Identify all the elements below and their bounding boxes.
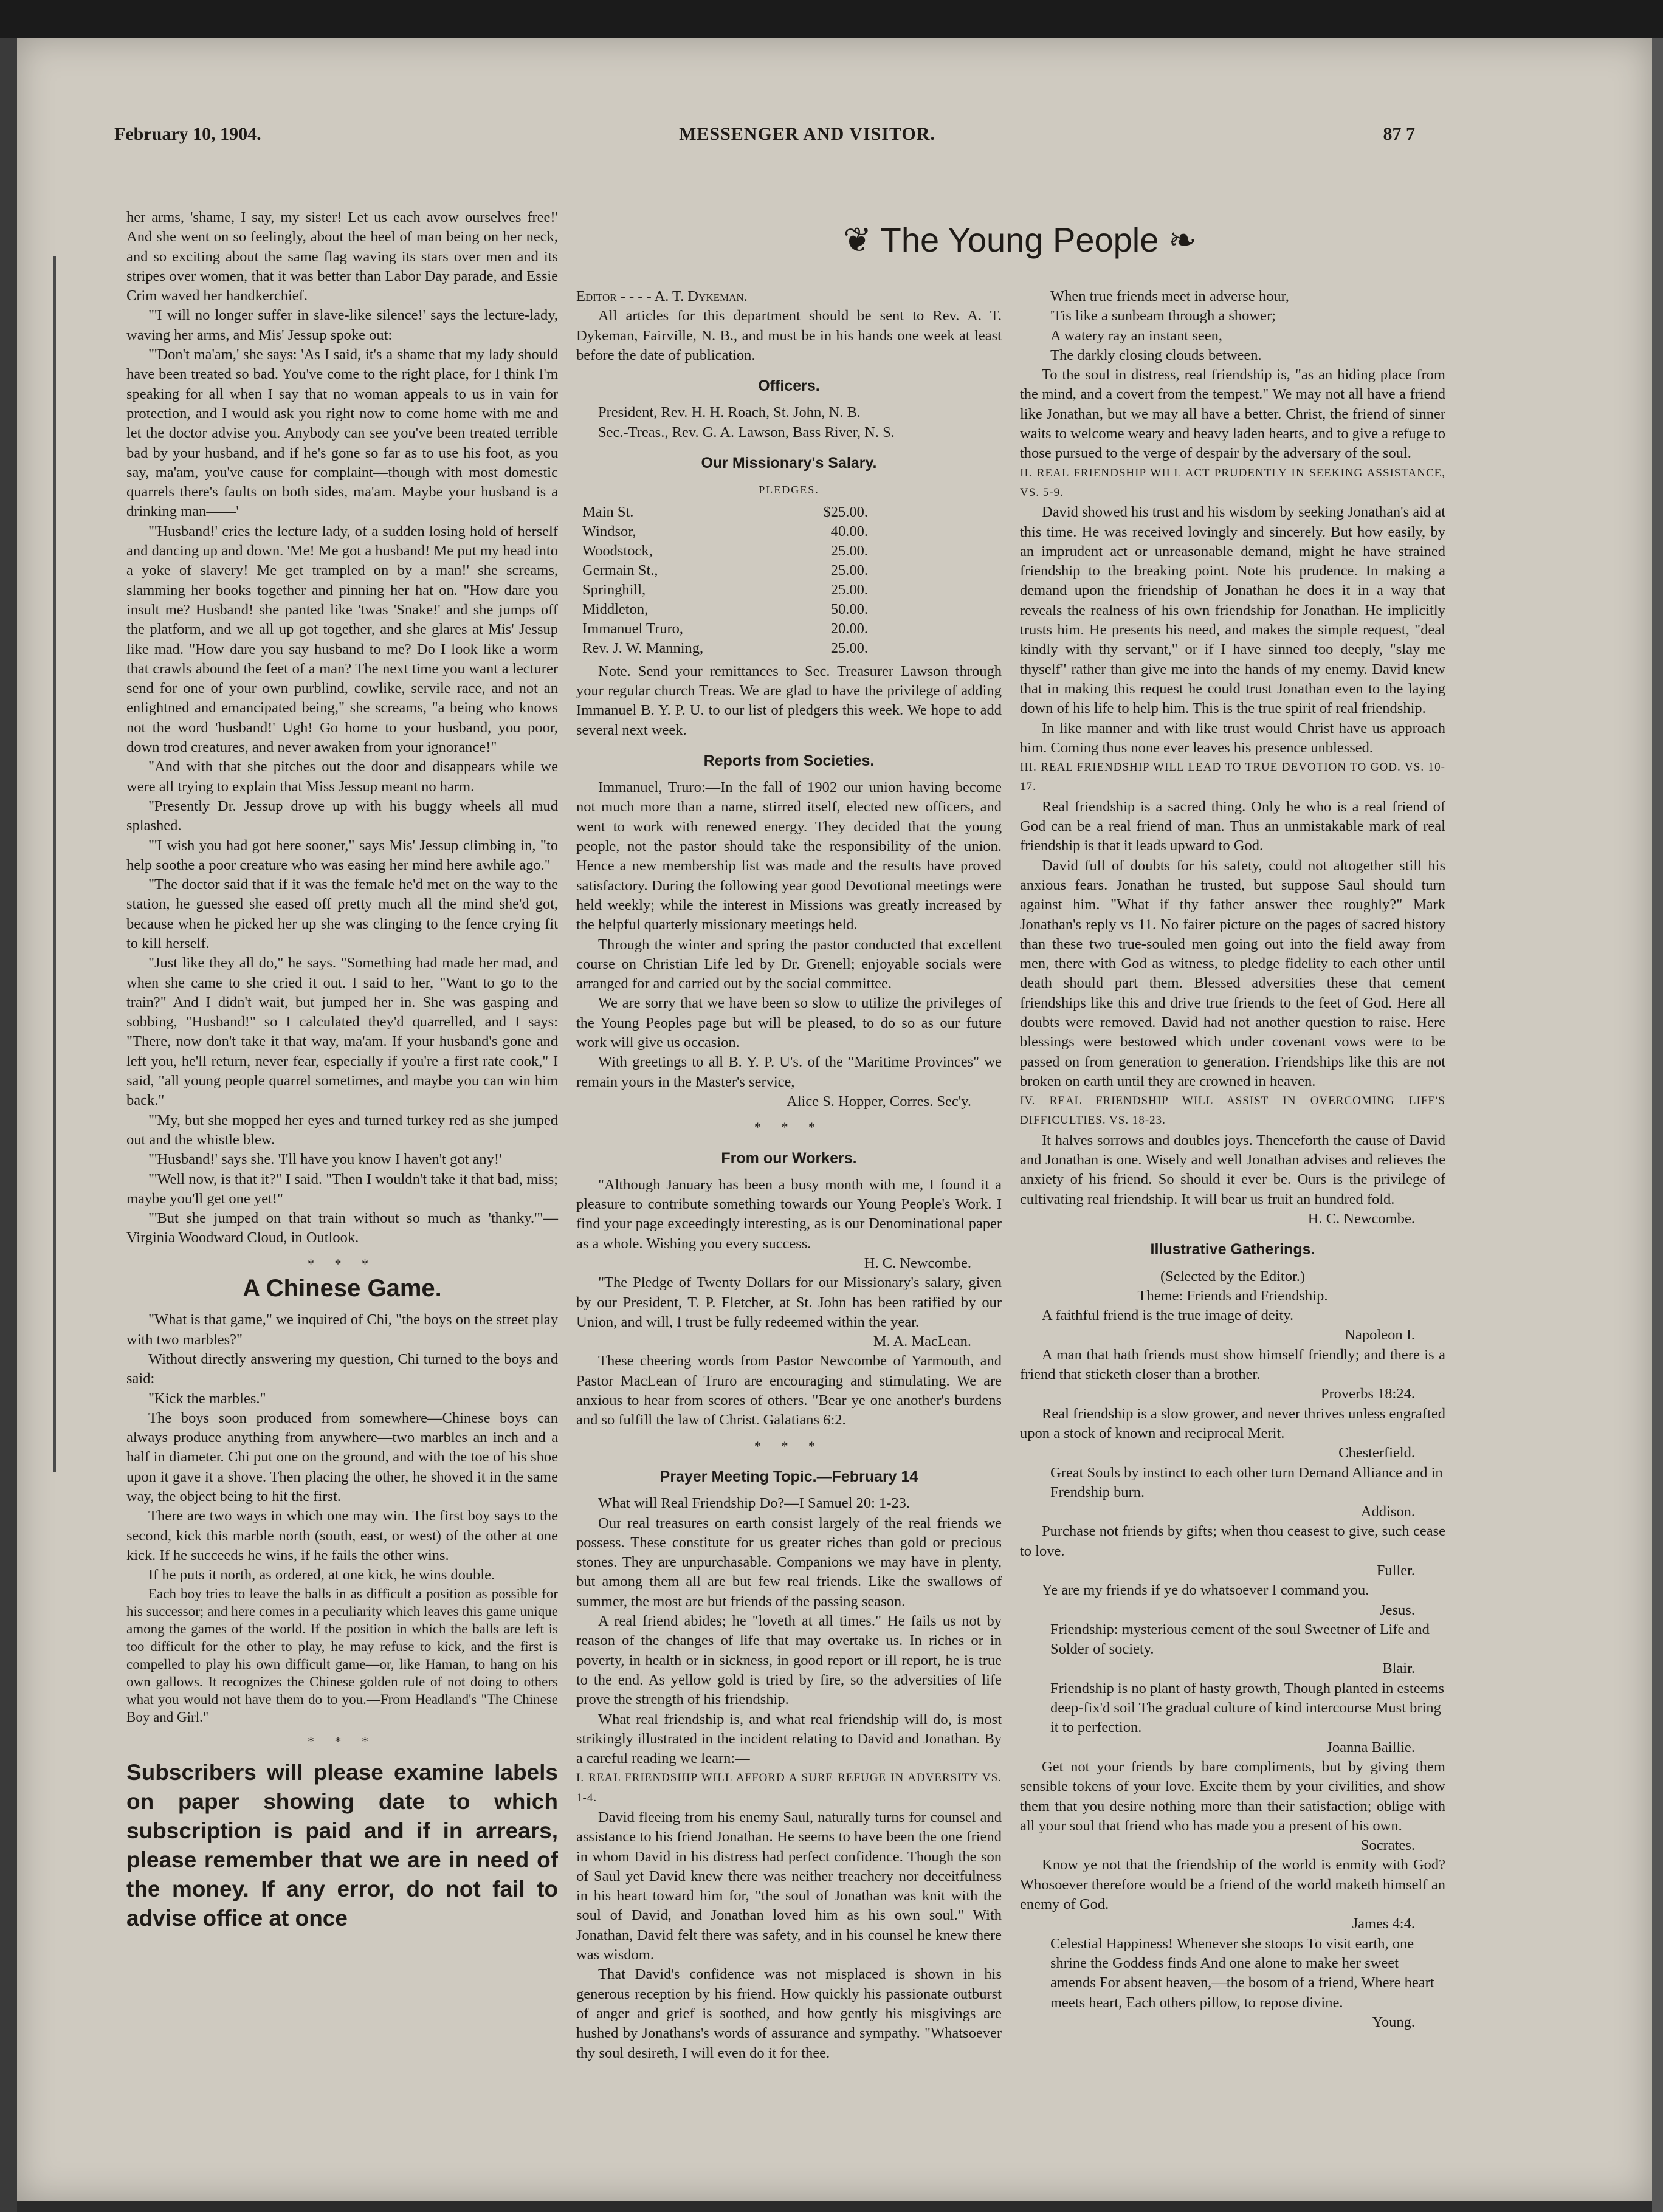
young-people-heading: The Young People: [880, 221, 1159, 259]
prayer-title: Prayer Meeting Topic.—February 14: [659, 1468, 918, 1485]
table-row: [582, 522, 868, 541]
paragraph: Real friendship is a sacred thing. Only he who is a real friend of God can be a real friend of man. Thus an unmistakable mark of real friendship is that it leads upward to God.: [1020, 798, 1445, 854]
paragraph: "'I wish you had got here sooner," says Mis' Jessup climbing in, "to help soothe a poor creature who was easing her mind here awhile ago.": [126, 837, 558, 873]
paragraph: "'But she jumped on that train without so much as 'thanky.'"—Virginia Woodward Cloud, in Outlook.: [126, 1210, 558, 1246]
quote: Great Souls by instinct to each other turn Demand Alliance and in Frendship burn.: [1050, 1464, 1443, 1500]
pledge-name: Springhill,: [582, 581, 646, 598]
verse-line: The darkly closing clouds between.: [1050, 346, 1262, 363]
paragraph: "Presently Dr. Jessup drove up with his buggy wheels all mud splashed.: [126, 797, 558, 834]
pledge-amount: 25.00.: [830, 562, 868, 579]
subscriber-notice: Subscribers will please examine labels on paper showing date to which subscription is paid and if in arrears, please remember that we are in need of the money. If any error, do not fail to advise office at once: [126, 1759, 558, 1931]
pledge-name: Germain St.,: [582, 562, 658, 579]
paragraph: "The doctor said that if it was the female he'd met on the way to the station, he guessed she eased off pretty much all the mind she'd got, because when he picked her up she was clinging to the fence crying fit to kill herself.: [126, 876, 558, 952]
binding-rule: [53, 256, 56, 1472]
reports-title: Reports from Societies.: [703, 752, 875, 769]
quote-attribution: Jesus.: [1380, 1601, 1415, 1618]
prayer-point: II. REAL FRIENDSHIP WILL ACT PRUDENTLY IN SEEKING ASSISTANCE, VS. 5-9.: [1020, 466, 1445, 499]
pledge-amount: 25.00.: [830, 581, 868, 598]
chinese-game-title: A Chinese Game.: [243, 1275, 442, 1302]
paragraph: "'Husband!' cries the lecture lady, of a sudden losing hold of herself and dancing up and down. 'Me! Me got a husband! Me put my head into a yoke of slavery! Me get trampled on by a man!' she screams, slamming her books together and pinning her hat on. "How dare you insult me? Husband! she panted like 'twas 'Snake!' and she jumps off the platform, and we all up got together, and she glares at Mis' Jessup like mad. "How dare you say husband to me? Do I look like a worm that crawls abound the feet of a man? The next time you want a lecturer send for one of your own purblind, cowlike, servile race, and not an enlightned and emancipated being," she screams, "a being who knows not the word 'husband!' Ugh! Go home to your husband, you poor, down trod creatures, and never awaken from your ignorance!": [126, 523, 558, 756]
quote-attribution: Napoleon I.: [1345, 1327, 1415, 1344]
signature: H. C. Newcombe.: [1307, 1210, 1415, 1227]
illustrative-title: Illustrative Gatherings.: [1150, 1241, 1315, 1259]
pledge-amount: 40.00.: [830, 523, 868, 540]
paragraph: David full of doubts for his safety, could not altogether still his anxious fears. Jonathan he trusted, but suppose Saul should turn against him. "What if thy father answer thee roughly?" Mark Jonathan's reply vs 11. No fairer picture on the pages of sacred history than these two true-souled men going out into the field away from men, there with God as witness, to pledge fidelity to each other until death should part them. Blessed adversities these that cement friendships like this and drive true friends to the feet of God. Here all doubts were removed. David had not another question to raise. Here blessings were bestowed which under covenant vows were to be passed on from generation to generation. Friendships like this are not broken on earth until they are crowned in heaven.: [1020, 857, 1445, 1090]
signature: H. C. Newcombe.: [864, 1254, 971, 1271]
table-row: [582, 600, 868, 619]
scanner-right-edge: [1652, 38, 1663, 2212]
young-people-title: [807, 220, 1233, 260]
paragraph: Immanuel, Truro:—In the fall of 1902 our union having become not much more than a name, stirred itself, elected new officers, and went to work with renewed energy. They decided that the young people, not the pastor should take the responsibility of the union. Hence a new membership list was made and the results have proved satisfactory. During the following year good Devotional meetings were held weekly; while the interest in Missions was greatly increased by the helpful quarterly missionary meetings held.: [576, 779, 1002, 933]
scanner-left-edge: [0, 38, 17, 2212]
pledge-name: Immanuel Truro,: [582, 620, 684, 637]
quote: A faithful friend is the true image of deity.: [1042, 1307, 1294, 1324]
verse-line: A watery ray an instant seen,: [1050, 327, 1223, 344]
workers-title: From our Workers.: [721, 1149, 857, 1167]
paragraph: her arms, 'shame, I say, my sister! Let us each avow ourselves free!' And she went on so feelingly, about the heel of man being on her neck, and so exciting about the same flag waving its stars over men and its stripes over women, that it was better than Labor Day parade, and Essie Crim waved her handkerchief.: [126, 209, 558, 304]
quote: Real friendship is a slow grower, and never thrives unless engrafted upon a stock of known and reciprocal Merit.: [1020, 1405, 1445, 1441]
quote: Get not your friends by bare compliments, but by giving them sensible tokens of your love. Excite them by your civilities, and show them that you desire nothing more than their satisfaction; oblige with all your soul that friend who has made you a present of his own.: [1020, 1758, 1445, 1834]
paragraph: These cheering words from Pastor Newcombe of Yarmouth, and Pastor MacLean of Truro are encouraging and stimulating. We are anxious to hear from scores of others. "Bear ye one another's burdens and so fulfill the law of Christ. Galatians 6:2.: [576, 1353, 1002, 1429]
table-row: [582, 561, 868, 580]
paragraph: With greetings to all B. Y. P. U's. of the "Maritime Provinces" we remain yours in the Master's service,: [576, 1054, 1002, 1090]
quote-attribution: Joanna Baillie.: [1326, 1739, 1415, 1756]
paragraph: To the soul in distress, real friendship is, "as an hiding place from the mind, and a covert from the tempest." We may not all have a friend like Jonathan, but we may all have a better. Christ, the friend of sinner waits to welcome weary and heavy laden hearts, and to give a refuge to those pursued to the verge of despair by the adversary of the soul.: [1020, 366, 1445, 462]
paragraph: Without directly answering my question, Chi turned to the boys and said:: [126, 1350, 558, 1387]
pledge-amount: $25.00.: [823, 503, 868, 520]
quote-attribution: Socrates.: [1360, 1837, 1415, 1854]
paragraph: "'My, but she mopped her eyes and turned turkey red as she jumped out and the whistle blew.: [126, 1111, 558, 1148]
paragraph: "What is that game," we inquired of Chi, "the boys on the street play with two marbles?": [126, 1311, 558, 1348]
paragraph: "And with that she pitches out the door and disappears while we were all trying to explain that Miss Jessup meant no harm.: [126, 758, 558, 795]
quote: Know ye not that the friendship of the world is enmity with God? Whosoever therefore would be a friend of the world maketh himself an enemy of God.: [1020, 1856, 1445, 1913]
table-row: [582, 639, 868, 658]
pledge-amount: 50.00.: [830, 600, 868, 617]
header-page-number: 87 7: [1383, 124, 1415, 144]
salary-note: Note. Send your remittances to Sec. Treasurer Lawson through your regular church Treas. We are glad to have the privilege of adding Immanuel B. Y. P. U. to our list of pledgers this week. We hope to add several next week.: [576, 662, 1002, 738]
paragraph: The boys soon produced from somewhere—Chinese boys can always produce anything from anywhere—two marbles an inch and a half in diameter. Chi put one on the ground, and with the toe of his shoe upon it gave it a shove. Then placing the other, he shoved it in the same way, the object being to hit the first.: [126, 1409, 558, 1505]
table-row: [582, 619, 868, 639]
table-row: [582, 580, 868, 600]
paragraph: David showed his trust and his wisdom by seeking Jonathan's aid at this time. He was received lovingly and sincerely. But how easily, by an imprudent act or unreasonable demand, might he have strained friendship to the breaking point. Note his prudence. In making a demand upon the friendship of Jonathan he does it in a way that reveals the realness of his own friendship for Jonathan. He implicitly trusts him. He presents his need, and makes the simple request, "deal kindly with thy servant," or if I have sinned too deeply, "slay me thyself" rather than give me into the hands of my enemy. David knew that in making this request he could trust Jonathan even to the laying down of his life to help him. This is the true spirit of real friendship.: [1020, 504, 1445, 717]
header-date: February 10, 1904.: [114, 124, 261, 144]
paragraph: There are two ways in which one may win. The first boy says to the second, kick this marble north (south, east, or west) of the other at one kick. If he succeeds he wins, if he fails the other wins.: [126, 1508, 558, 1564]
paragraph: If he puts it north, as ordered, at one kick, he wins double.: [148, 1567, 495, 1584]
quote-attribution: Chesterfield.: [1338, 1444, 1415, 1461]
quote: A man that hath friends must show himself friendly; and there is a friend that sticketh closer than a brother.: [1020, 1346, 1445, 1383]
paragraph: "The Pledge of Twenty Dollars for our Missionary's salary, given by our President, T. P. Fletcher, at St. John has been ratified by our Union, and will, I trust be fully redeemed within the year.: [576, 1274, 1002, 1330]
pledge-amount: 25.00.: [830, 639, 868, 656]
quote-attribution: Fuller.: [1376, 1562, 1415, 1579]
paragraph: In like manner and with like trust would Christ have us approach him. Coming thus none ever leaves his presence unblessed.: [1020, 720, 1445, 756]
table-row: [582, 541, 868, 561]
prayer-point: IV. REAL FRIENDSHIP WILL ASSIST IN OVERCOMING LIFE'S DIFFICULTIES. VS. 18-23.: [1020, 1094, 1445, 1127]
section-divider: * * *: [754, 1438, 824, 1454]
officers-title: Officers.: [758, 377, 820, 395]
verse-line: When true friends meet in adverse hour,: [1050, 288, 1289, 304]
intro-paragraph: All articles for this department should be sent to Rev. A. T. Dykeman, Fairville, N. B., and must be in his hands one week at least before the date of publication.: [576, 307, 1002, 363]
prayer-point: I. REAL FRIENDSHIP WILL AFFORD A SURE REFUGE IN ADVERSITY VS. 1-4.: [576, 1771, 1002, 1804]
signature: M. A. MacLean.: [873, 1333, 971, 1350]
quote: Ye are my friends if ye do whatsoever I command you.: [1042, 1582, 1369, 1599]
fleuron-icon: ❧: [1159, 221, 1197, 259]
quote-attribution: Addison.: [1360, 1503, 1415, 1520]
pledges-table: [582, 503, 868, 658]
quote-attribution: Blair.: [1382, 1660, 1415, 1677]
quote: Friendship: mysterious cement of the soul Sweetner of Life and Solder of society.: [1050, 1621, 1430, 1658]
officer-line: President, Rev. H. H. Roach, St. John, N. B.: [598, 404, 861, 421]
paragraph: What real friendship is, and what real friendship will do, is most strikingly illustrated in the incident relating to David and Jonathan. By a careful reading we learn:—: [576, 1711, 1002, 1767]
column-1: [126, 208, 558, 1933]
quote-attribution: James 4:4.: [1352, 1915, 1415, 1932]
quote: Purchase not friends by gifts; when thou ceasest to give, such cease to love.: [1020, 1523, 1445, 1559]
paragraph: "Kick the marbles.": [148, 1390, 266, 1407]
quote-attribution: Proverbs 18:24.: [1320, 1386, 1415, 1403]
theme-line: Theme: Friends and Friendship.: [1137, 1287, 1328, 1304]
header-title: MESSENGER AND VISITOR.: [679, 124, 935, 144]
quote-attribution: Young.: [1372, 2013, 1415, 2030]
pledge-name: Middleton,: [582, 600, 649, 617]
paragraph: It halves sorrows and doubles joys. Thenceforth the cause of David and Jonathan is one. Wisely and well Jonathan advises and relieves the anxiety of his friend. So should it ever be. Ours is the privilege of cultivating real friendship. It will bear us fruit an hundred fold.: [1020, 1132, 1445, 1207]
prayer-subtitle: What will Real Friendship Do?—I Samuel 20: 1-23.: [598, 1495, 911, 1512]
paragraph: "Just like they all do," he says. "Something had made her mad, and when she came to she cried it out. I said to her, "Want to go to the train?" And I didn't wait, but jumped her in. She was gasping and sobbing, "Husband!" so I calculated they'd quarrelled, and I says: "There, now don't take it that way, ma'am. If your husband's gone and left you, he'll return, never fear, especially if you're a first rate cook," I said, "all young people quarrel sometimes, and maybe you can win him back.": [126, 955, 558, 1109]
pledge-name: Woodstock,: [582, 542, 653, 559]
pledge-name: Main St.: [582, 503, 634, 520]
quote: Celestial Happiness! Whenever she stoops To visit earth, one shrine the Goddess finds And one alone to make her sweet amends For absent heaven,—the bosom of a friend, Where heart meets heart, Each others pillow, to repose divine.: [1050, 1935, 1434, 2011]
section-divider: * * *: [754, 1119, 824, 1135]
section-divider: * * *: [308, 1734, 377, 1750]
section-divider: * * *: [308, 1255, 377, 1271]
paragraph: Through the winter and spring the pastor conducted that excellent course on Christian Life led by Dr. Grenell; enjoyable socials were arranged for and carried out by the social committee.: [576, 936, 1002, 992]
quote: Friendship is no plant of hasty growth, Though planted in esteems deep-fix'd soil The gradual culture of kind intercourse Must bring it to perfection.: [1050, 1680, 1445, 1736]
table-row: [582, 503, 868, 522]
paragraph: "'Don't ma'am,' she says: 'As I said, it's a shame that my lady should have been treated so bad. You've come to the right place, for I think I'm speaking for all when I say that no woman appeals to us in vain for protection, and I would ask you right now to come home with me and let the doctor advise you. Anybody can see you've been treated terrible bad by your husband, and if he's gone so far as to use his foot, as you say, ma'am, you've cause for complaint—though with most domestic quarrels there's faults on both sides, ma'am. Maybe your husband is a drinking man——': [126, 346, 558, 520]
pledge-amount: 20.00.: [830, 620, 868, 637]
fleuron-icon: ❦: [843, 221, 881, 259]
pledge-name: Windsor,: [582, 523, 636, 540]
verse-line: 'Tis like a sunbeam through a shower;: [1050, 307, 1276, 325]
editor-line: Editor - - - - A. T. Dykeman.: [576, 288, 748, 304]
pledge-name: Rev. J. W. Manning,: [582, 639, 704, 656]
pledge-amount: 25.00.: [830, 542, 868, 559]
paragraph: David fleeing from his enemy Saul, naturally turns for counsel and assistance to his friend Jonathan. He seems to have been the one friend in whom David in his distress had perfect confidence. Though the son of Saul yet David knew there was neither treachery nor deceitfulness in his heart toward him for, "the soul of Jonathan was knit with the soul of David, and Jonathan loved him as his own soul." With Jonathan, David felt there was safety, and in his counsel he knew there was wisdom.: [576, 1809, 1002, 1963]
paragraph: "'Well now, is that it?" I said. "Then I wouldn't take it that bad, miss; maybe you'll get one yet!": [126, 1170, 558, 1207]
pledges-label: PLEDGES.: [759, 484, 819, 496]
paragraph: We are sorry that we have been so slow to utilize the privileges of the Young Peoples page but will be pleased, to do so as our future work will give us occasion.: [576, 995, 1002, 1051]
paragraph: Our real treasures on earth consist largely of the real friends we possess. These constitute for us greater riches than gold or precious stones. They are unpurchasable. Companions we may have in plenty, but among them all are but few real friends. Like the swallows of summer, the most are but friends of the passing season.: [576, 1514, 1002, 1610]
paragraph: That David's confidence was not misplaced is shown in his generous reception by his friend. How quickly his passionate outburst of anger and grief is soothed, and how gently his misgivings are hushed by Jonathans's words of assurance and sympathy. "Whatsoever thy soul desireth, I will even do it for thee.: [576, 1966, 1002, 2061]
signature: Alice S. Hopper, Corres. Sec'y.: [787, 1093, 971, 1110]
salary-title: Our Missionary's Salary.: [701, 455, 877, 472]
paragraph: A real friend abides; he "loveth at all times." He fails us not by reason of the changes of life that may overtake us. In riches or in poverty, in health or in sickness, in good report or ill report, he is true to the end. As yellow gold is tried by fire, so the adversities of life prove the strength of his friendship.: [576, 1613, 1002, 1708]
paragraph: "Although January has been a busy month with me, I found it a pleasure to contribute something towards our Young People's Work. I find your page exceedingly interesting, as is our Denominational paper as a whole. Wishing you every success.: [576, 1176, 1002, 1252]
paragraph: "'I will no longer suffer in slave-like silence!' says the lecture-lady, waving her arms, and Mis' Jessup spoke out:: [126, 307, 558, 343]
column-2: [576, 287, 1002, 2063]
scanner-top-edge: [0, 0, 1663, 38]
prayer-point: III. REAL FRIENDSHIP WILL LEAD TO TRUE DEVOTION TO GOD. VS. 10-17.: [1020, 761, 1445, 794]
paragraph: Each boy tries to leave the balls in as difficult a position as possible for his successor; and here comes in a peculiarity which leaves this game unique among the games of the world. If the position in which the balls are left is too difficult for the other to play, he may refuse to kick, and the first is compelled to play his own difficult game—or, like Haman, to hang on his own gallows. It recognizes the Chinese golden rule of not doing to others what you would not have them do to you.—From Headland's "The Chinese Boy and Girl.": [126, 1586, 558, 1725]
paragraph: "'Husband!' says she. 'I'll have you know I haven't got any!': [148, 1151, 502, 1168]
officer-line: Sec.-Treas., Rev. G. A. Lawson, Bass River, N. S.: [598, 424, 895, 441]
column-3: [1020, 287, 1445, 2032]
newspaper-page: [17, 38, 1652, 2201]
illustrative-subtitle: (Selected by the Editor.): [1160, 1268, 1306, 1285]
